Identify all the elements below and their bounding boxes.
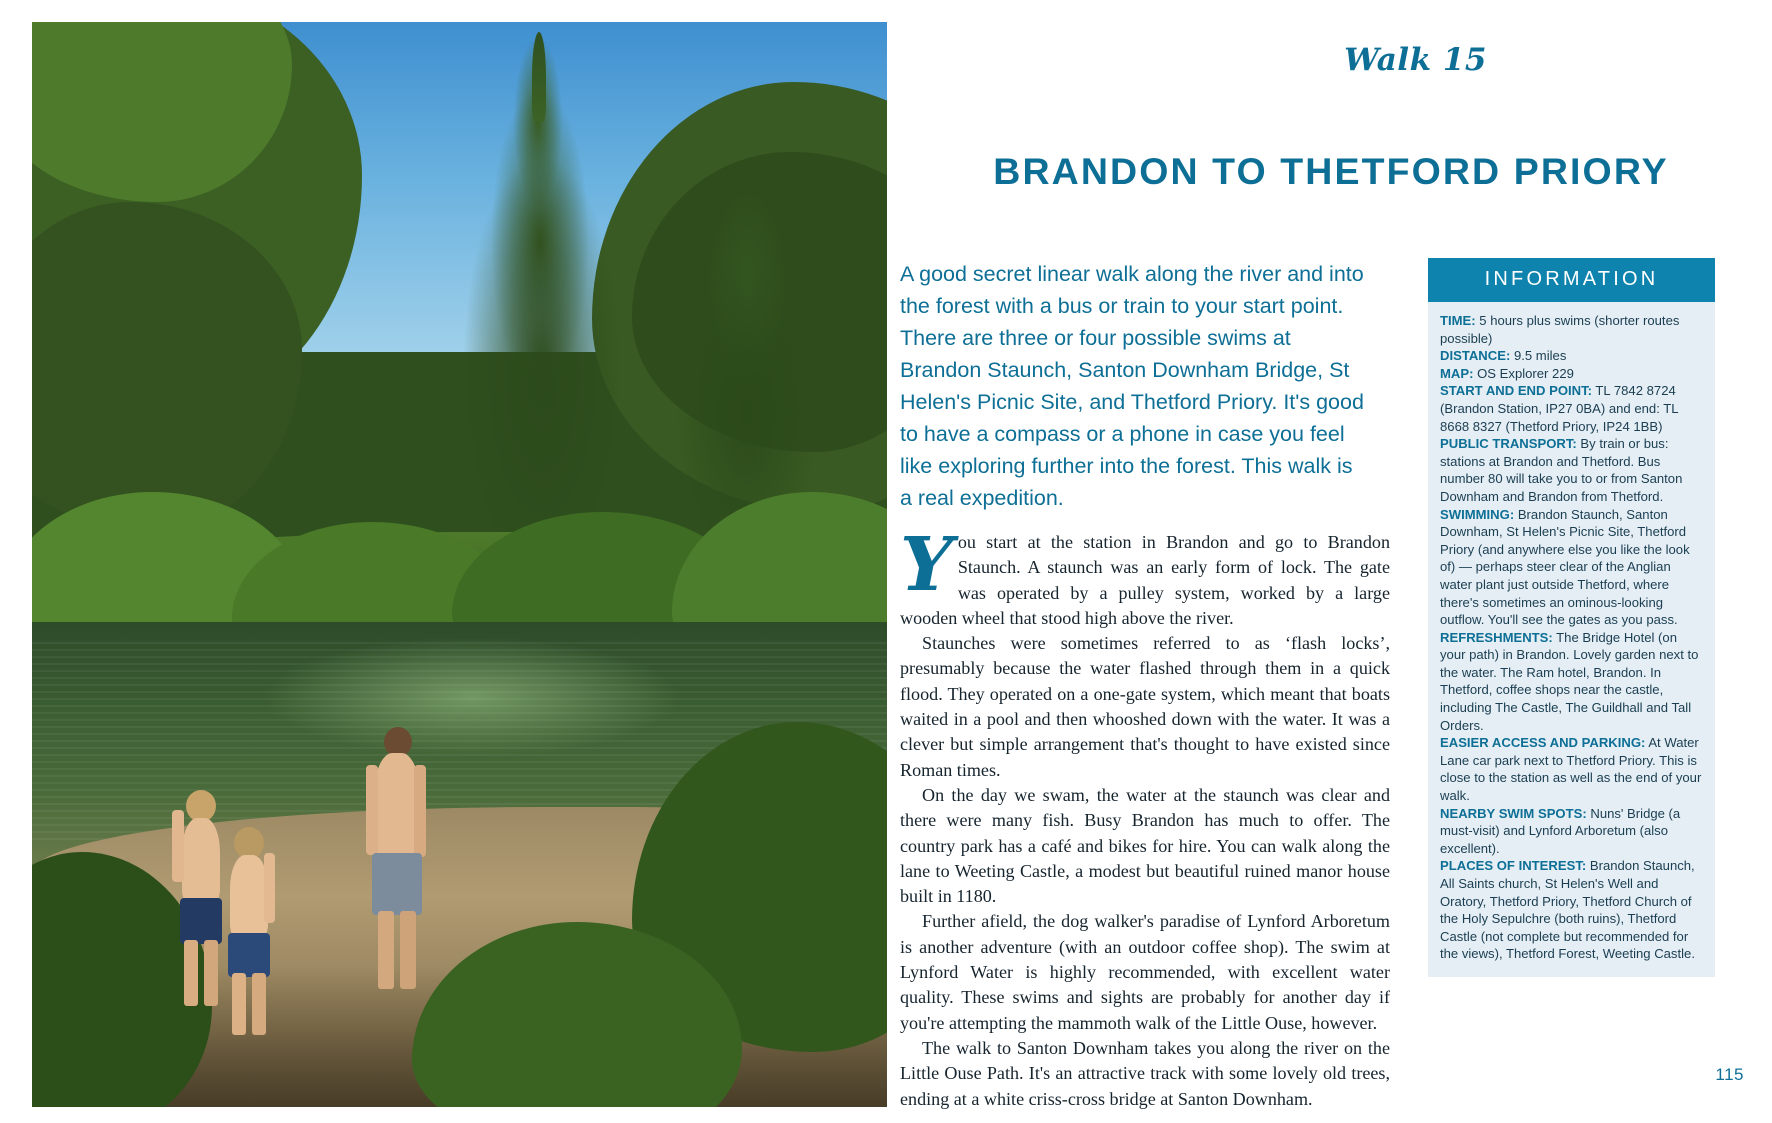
info-entry bbox=[1440, 365, 1703, 383]
info-entry-value: TL 7842 8724 (Brandon Station, IP27 0BA) and end: TL 8668 8327 (Thetford Priory, IP24 1BB) bbox=[1440, 383, 1679, 434]
info-entry-value: Nuns' Bridge (a must-visit) and Lynford Arboretum (also excellent). bbox=[1440, 805, 1681, 856]
body-paragraph-2: Staunches were sometimes referred to as ‘flash locks’, presumably because the water flashed through them in a quick flood. They operated on a one-gate system, which meant that boats waited in a pool and then whooshed down with the water. It was a clever but simple arrangement that's thought to have existed since Roman times. bbox=[900, 633, 1390, 780]
info-entry bbox=[1440, 312, 1703, 347]
adult-arm-right bbox=[414, 765, 426, 857]
info-entry-value: 9.5 miles bbox=[1510, 348, 1567, 364]
info-entry-label: TIME: bbox=[1440, 313, 1476, 328]
article-body bbox=[900, 522, 1390, 1112]
intro-paragraph: A good secret linear walk along the river and into the forest with a bus or train to your start point. There are three or four possible swims at Brandon Staunch, Santon Downham Bridge, St Helen's Picnic Site, and Thetford Priory. It's good to have a compass or a phone in case you feel like exploring further into the forest. This walk is a real expedition. bbox=[900, 262, 1364, 510]
info-entry-label: PLACES OF INTEREST: bbox=[1440, 858, 1587, 874]
body-paragraph-3: On the day we swam, the water at the staunch was clear and there were many fish. Busy Brandon has much to offer. The country park has a café and bikes for hire. You can walk along the lane to Weeting Castle, a modest but beautiful ruined manor house built in 1180. bbox=[900, 784, 1390, 907]
child-two-leg-left bbox=[232, 973, 246, 1035]
info-entry-label: EASIER ACCESS AND PARKING: bbox=[1440, 735, 1646, 751]
child-two-swim-shorts bbox=[228, 933, 270, 977]
adult-swim-shorts bbox=[372, 853, 422, 915]
text-page bbox=[900, 0, 1772, 1123]
info-entry-value: Brandon Staunch, Santon Downham, St Helen's Picnic Site, Thetford Priory (and anywhere else you like the look of) — perhaps steer clear of the Anglian water plant just outside Thetford, where there's sometimes an ominous-looking outflow. You'll see the gates as you pass. bbox=[1440, 506, 1690, 628]
adult-arm-left bbox=[366, 765, 378, 855]
page-title: BRANDON TO THETFORD PRIORY bbox=[993, 150, 1669, 193]
walk-photograph bbox=[32, 22, 887, 1107]
body-paragraph-4: Further afield, the dog walker's paradise of Lynford Arboretum is another adventure (with an outdoor coffee shop). The swim at Lynford Water is highly recommended, with excellent water quality. These swims and sights are probably for another day if you're attempting the mammoth walk of the Little Ouse, however. bbox=[900, 911, 1390, 1033]
info-entry bbox=[1440, 435, 1703, 505]
body-text-1: ou start at the station in Brandon and go to Brandon Staunch. A staunch was an early form of lock. The gate was operated by a pulley system, worked by a large wooden wheel that stood high above the river. bbox=[900, 532, 1390, 628]
info-entry-value: At Water Lane car park next to Thetford Priory. This is close to the station as well as the end of your walk. bbox=[1440, 735, 1702, 804]
info-entry-value: Brandon Staunch, All Saints church, St Helen's Well and Oratory, Thetford Priory, Thetford Church of the Holy Sepulchre (both ruins), Thetford Castle (not complete but recommended for the views), Thetford Forest, Weeting Castle. bbox=[1440, 858, 1695, 962]
info-entry bbox=[1440, 506, 1703, 629]
info-entry bbox=[1440, 347, 1703, 365]
child-two-leg-right bbox=[252, 973, 266, 1035]
info-entry bbox=[1440, 805, 1703, 858]
adult-leg-right bbox=[400, 911, 416, 989]
child-one-swim-shorts bbox=[180, 898, 222, 944]
info-entry bbox=[1440, 857, 1703, 963]
info-entry-value: OS Explorer 229 bbox=[1473, 365, 1574, 381]
child-one-leg-left bbox=[184, 940, 198, 1006]
info-entry-label: DISTANCE: bbox=[1440, 348, 1511, 364]
child-two-torso bbox=[230, 855, 268, 939]
info-entry-value: The Bridge Hotel (on your path) in Brandon. Lovely garden next to the water. The Ram hotel, Brandon. In Thetford, coffee shops near the castle, including The Castle, The Guildhall and Tall Orders. bbox=[1440, 629, 1699, 733]
info-entry bbox=[1440, 382, 1703, 435]
info-entry-label: PUBLIC TRANSPORT: bbox=[1440, 436, 1577, 452]
info-entry-label: MAP: bbox=[1440, 365, 1474, 381]
info-entry-label: NEARBY SWIM SPOTS: bbox=[1440, 805, 1587, 821]
info-entry-value: By train or bus: stations at Brandon and Thetford. Bus number 80 will take you to or from Santon Downham and Brandon from Thetford. bbox=[1440, 436, 1683, 504]
child-one-leg-right bbox=[204, 940, 218, 1006]
child-bather-two bbox=[220, 827, 282, 1032]
page-number: 115 bbox=[1715, 1065, 1744, 1084]
walk-number: Walk 15 bbox=[1344, 42, 1487, 78]
photo-page bbox=[32, 22, 887, 1107]
adult-bather bbox=[362, 727, 432, 987]
info-entry bbox=[1440, 629, 1703, 735]
info-entry-label: SWIMMING: bbox=[1440, 506, 1515, 522]
info-entry-label: START AND END POINT: bbox=[1440, 383, 1593, 399]
conifer-tip bbox=[532, 32, 546, 122]
adult-leg-left bbox=[378, 911, 394, 989]
information-heading: INFORMATION bbox=[1428, 258, 1715, 302]
drop-cap: Y bbox=[900, 522, 953, 608]
child-one-arm bbox=[172, 810, 184, 882]
child-one-torso bbox=[182, 818, 220, 904]
body-paragraph-5: The walk to Santon Downham takes you along the river on the Little Ouse Path. It's an attractive track with some lovely old trees, ending at a white criss-cross bridge at Santon Downham. bbox=[900, 1037, 1390, 1109]
info-entry-label: REFRESHMENTS: bbox=[1440, 629, 1553, 645]
info-entry bbox=[1440, 734, 1703, 804]
child-two-arm bbox=[264, 853, 275, 923]
info-entry-value: 5 hours plus swims (shorter routes possible) bbox=[1440, 313, 1680, 346]
information-entries bbox=[1428, 302, 1715, 977]
body-paragraph-1 bbox=[900, 522, 1390, 631]
information-box bbox=[1428, 258, 1715, 977]
